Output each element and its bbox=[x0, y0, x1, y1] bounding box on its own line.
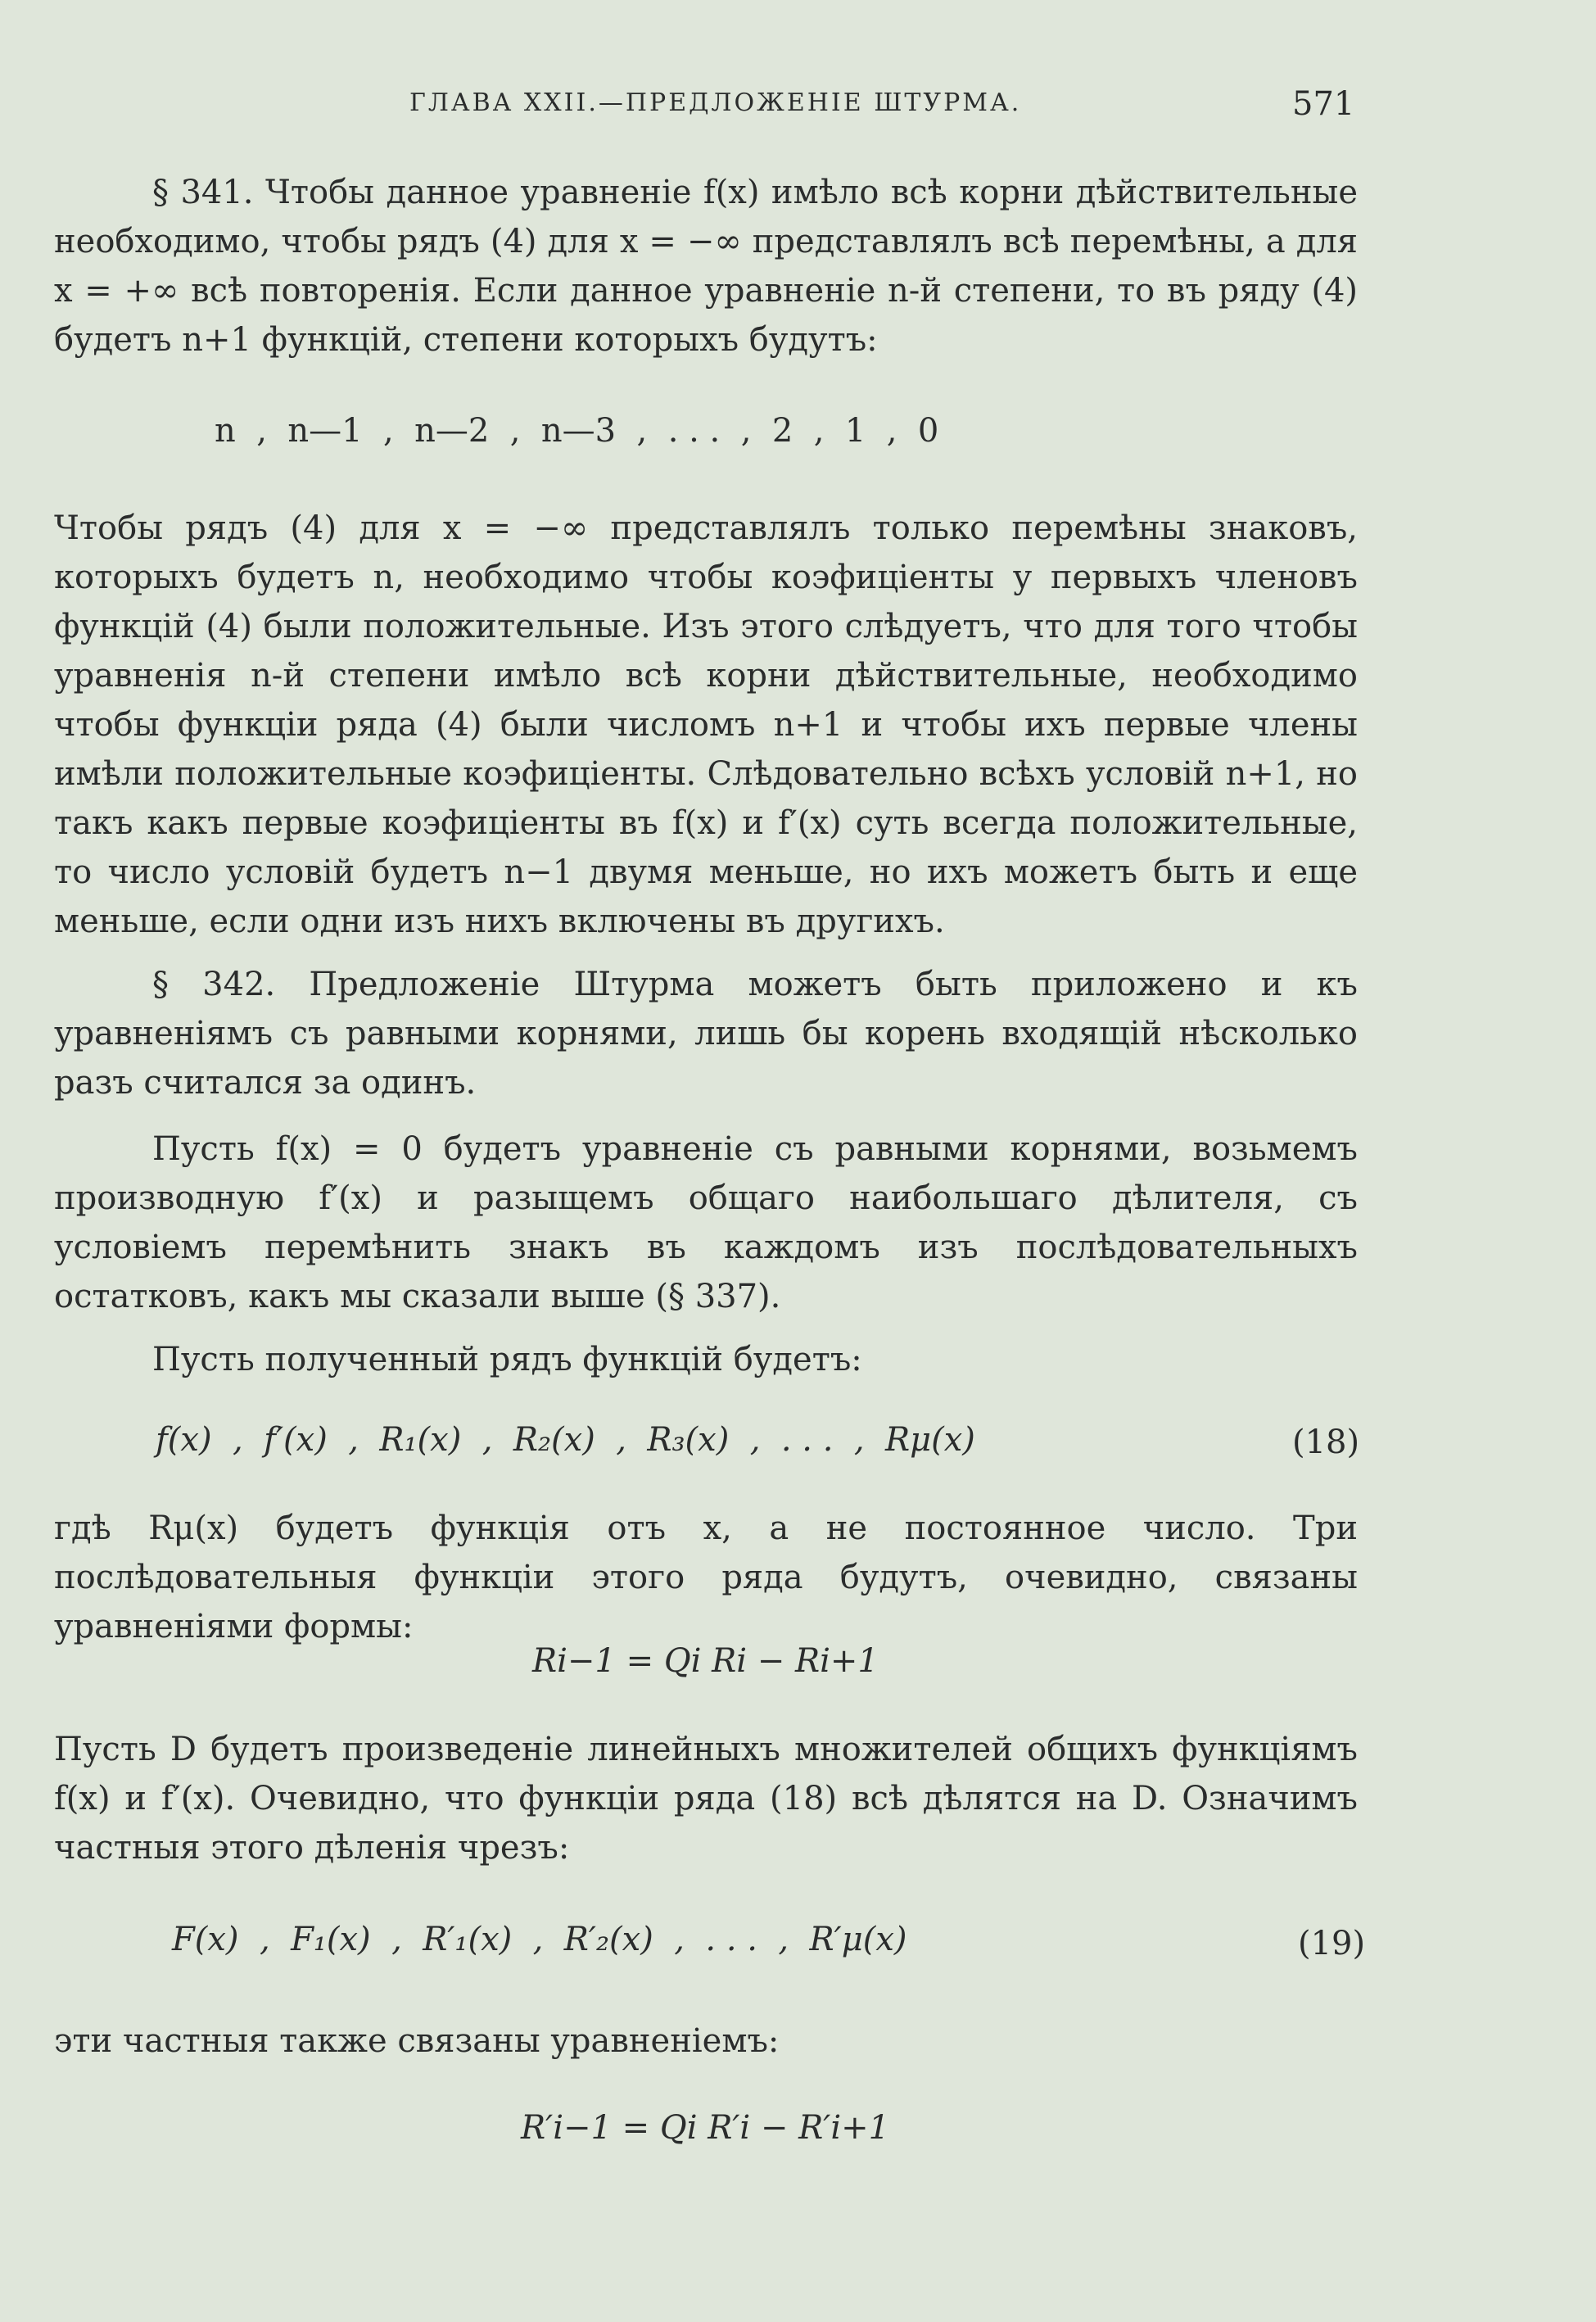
paragraph-341-continued: Чтобы рядъ (4) для x = −∞ представлялъ только перемѣны знаковъ, которыхъ будетъ n, необходимо чтобы коэфиціенты у первыхъ членовъ функцій (4) были положительные. Изъ этого слѣдуетъ, что для того чтобы уравненія n-й степени имѣло всѣ корни дѣйствительные, необходимо чтобы функціи ряда (4) были числомъ n+1 и чтобы ихъ первые члены имѣли положительные коэфиціенты. Слѣдовательно всѣхъ условій n+1, но такъ какъ первые коэфиціенты въ f(x) и f′(x) суть всегда положительные, то число условій будетъ n−1 двумя меньше, но ихъ можетъ быть и еще меньше, если одни изъ нихъ включены въ другихъ. bbox=[54, 509, 1358, 940]
recurrence-equation-primed: R′i−1 = Qi R′i − R′i+1 bbox=[521, 2109, 890, 2147]
recurrence-equation: Ri−1 = Qi Ri − Ri+1 bbox=[532, 1642, 879, 1680]
page-number: 571 bbox=[1292, 85, 1355, 123]
running-header: ГЛАВА XXII.—ПРЕДЛОЖЕНІЕ ШТУРМА. bbox=[409, 88, 1022, 117]
paragraph-342-continued: Пусть f(x) = 0 будетъ уравненіе съ равными корнями, возьмемъ производную f′(x) и разыщемъ общаго наибольшаго дѣлителя, съ условіемъ перемѣнить знакъ въ каждомъ изъ послѣдовательныхъ остатковъ, какъ мы сказали выше (§ 337). bbox=[54, 1130, 1358, 1315]
equation-number-19: (19) bbox=[1298, 1925, 1366, 1962]
paragraph-function-series-intro: Пусть полученный рядъ функцій будетъ: bbox=[152, 1341, 862, 1378]
paragraph-after-series-19: эти частныя также связаны уравненіемъ: bbox=[54, 2022, 780, 2060]
degrees-sequence: n , n—1 , n—2 , n—3 , . . . , 2 , 1 , 0 bbox=[215, 412, 939, 450]
equation-number-18: (18) bbox=[1292, 1424, 1360, 1461]
function-series-18: f(x) , f′(x) , R₁(x) , R₂(x) , R₃(x) , . . . , Rμ(x) bbox=[156, 1421, 975, 1459]
paragraph-342: § 342. Предложеніе Штурма можетъ быть приложено и къ уравненіямъ съ равными корнями, лишь бы корень входящій нѣсколько разъ считался за одинъ. bbox=[54, 966, 1358, 1102]
paragraph-341: § 341. Чтобы данное уравненіе f(x) имѣло всѣ корни дѣйствительные необходимо, чтобы рядъ (4) для x = −∞ представлялъ всѣ перемѣны, а для x = +∞ всѣ повторенія. Если данное уравненіе n-й степени, то въ ряду (4) будетъ n+1 функцій, степени которыхъ будутъ: bbox=[54, 174, 1358, 359]
paragraph-after-series-18: гдѣ Rμ(x) будетъ функція отъ x, а не постоянное число. Три послѣдовательныя функціи этого ряда будутъ, очевидно, связаны уравненіями формы: bbox=[54, 1510, 1358, 1645]
paragraph-common-factor-D: Пусть D будетъ произведеніе линейныхъ множителей общихъ функціямъ f(x) и f′(x). Очевидно, что функціи ряда (18) всѣ дѣлятся на D. Означимъ частныя этого дѣленія чрезъ: bbox=[54, 1731, 1358, 1867]
quotient-series-19: F(x) , F₁(x) , R′₁(x) , R′₂(x) , . . . , R′μ(x) bbox=[172, 1921, 907, 1958]
